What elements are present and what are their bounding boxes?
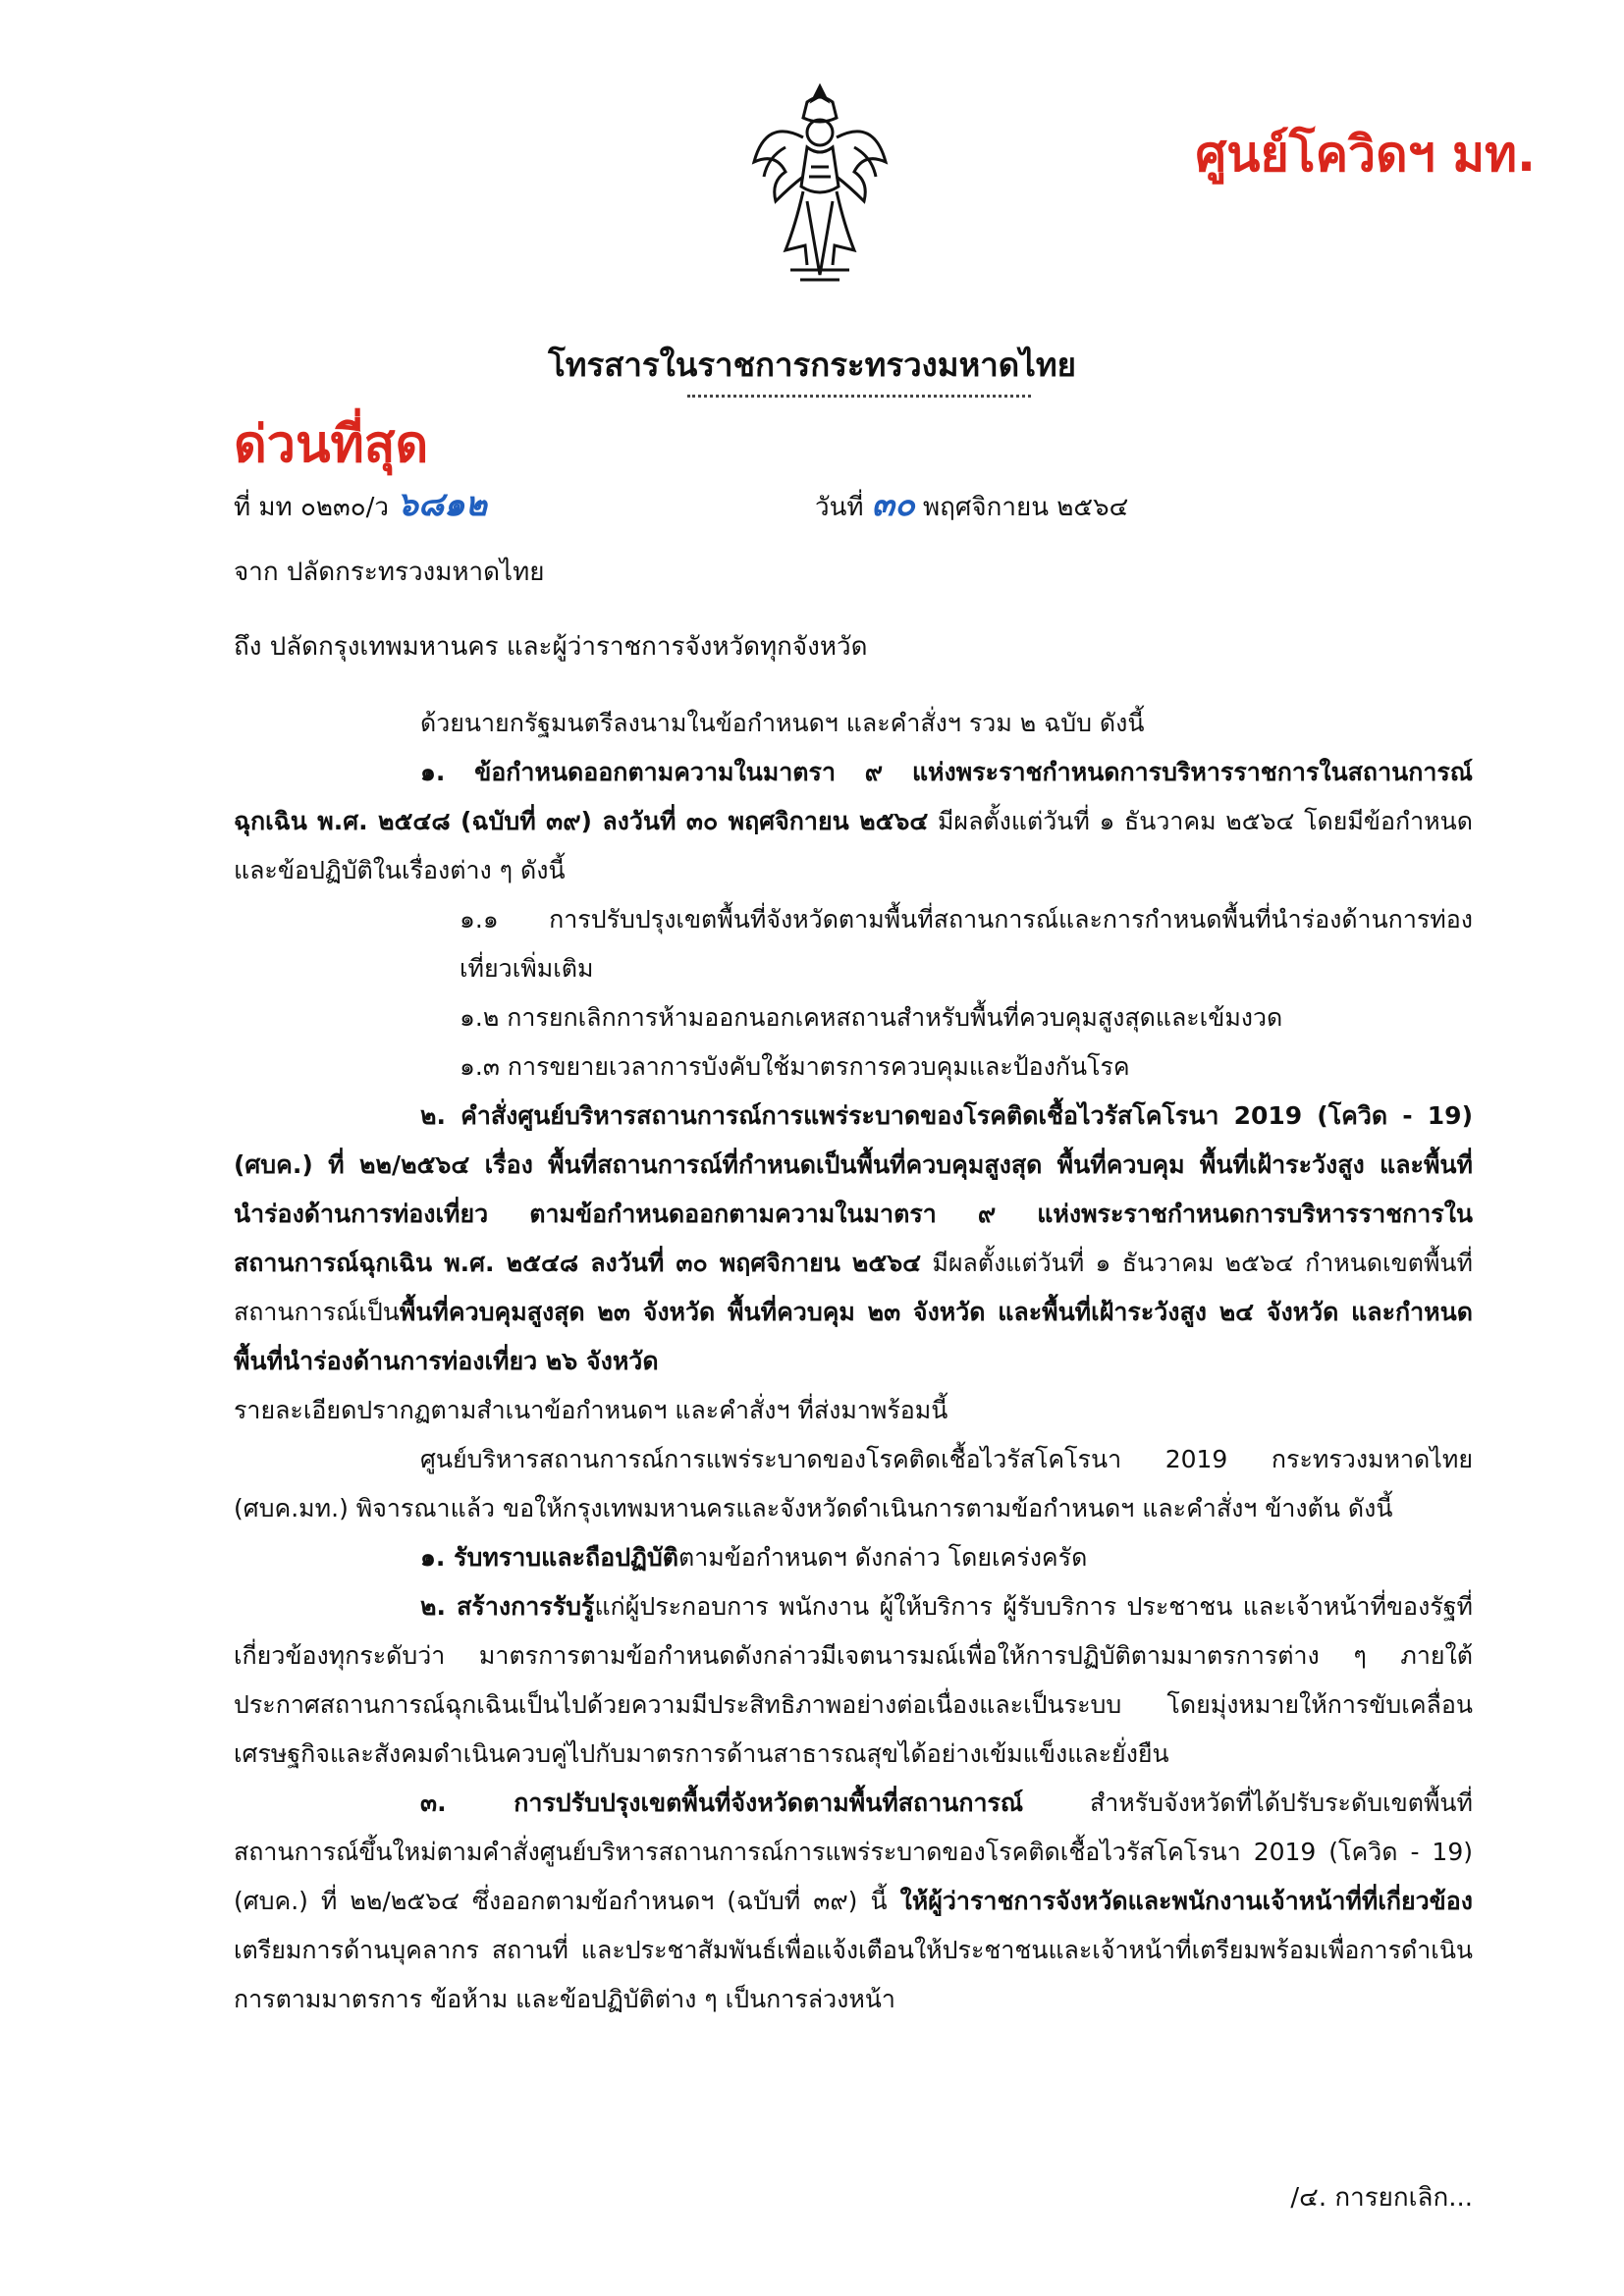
item-2-heading: ๒. คำสั่งศูนย์บริหารสถานการณ์การแพร่ระบาดของโรคติดเชื้อไวรัสโคโรนา 2019 (โควิด - 19) (ศบค.) ที่ ๒๒/๒๕๖๔ เรื่อง พื้นที่สถานการณ์ที่กำหนดเป็นพื้นที่ควบคุมสูงสุด พื้นที่ควบคุม พื้นที่เฝ้าระวังสูง และพื้นที่นำร่องด้านการท่องเที่ยว ตามข้อกำหนดออกตามความในมาตรา ๙ แห่งพระราชกำหนดการบริหารราชการในสถานการณ์ฉุกเฉิน พ.ศ. ๒๕๔๘ ลงวันที่ ๓๐ พฤศจิกายน ๒๕๖๔ [234,1101,1473,1277]
item-1-heading: ๑. ข้อกำหนดออกตามความในมาตรา ๙ แห่งพระราชกำหนดการบริหารราชการในสถานการณ์ฉุกเฉิน พ.ศ. ๒๕๔๘ (ฉบับที่ ๓๙) ลงวันที่ ๓๐ พฤศจิกายน ๒๕๖๔ [234,758,1473,835]
action-2-text: แก่ผู้ประกอบการ พนักงาน ผู้ให้บริการ ผู้รับบริการ ประชาชน และเจ้าหน้าที่ของรัฐที่เกี่ยวข้องทุกระดับว่า มาตรการตามข้อกำหนดดังกล่าวมีเจตนารมณ์เพื่อให้การปฏิบัติตามมาตรการต่าง ๆ ภายใต้ประกาศสถานการณ์ฉุกเฉินเป็นไปด้วยความมีประสิทธิภาพอย่างต่อเนื่องและเป็นระบบ โดยมุ่งหมายให้การขับเคลื่อนเศรษฐกิจและสังคมดำเนินควบคู่ไปกับมาตรการด้านสาธารณสุขได้อย่างเข้มแข็งและยั่งยืน [234,1592,1473,1768]
date-day: ๓๐ [871,485,915,524]
item-2-areas: พื้นที่ควบคุมสูงสุด ๒๓ จังหวัด พื้นที่ควบคุม ๒๓ จังหวัด และพื้นที่เฝ้าระวังสูง ๒๔ จังหวัด และกำหนดพื้นที่นำร่องด้านการท่องเที่ยว ๒๖ จังหวัด [234,1298,1473,1375]
item-2-paragraph [234,1092,1473,1386]
action-1-paragraph [234,1533,1473,1582]
details-paragraph: รายละเอียดปรากฏตามสำเนาข้อกำหนดฯ และคำสั่งฯ ที่ส่งมาพร้อมนี้ [234,1396,948,1424]
reference-number: ๖๘๑๒ [397,485,488,524]
garuda-emblem [746,79,893,290]
date-line [815,477,1128,530]
center-paragraph: ศูนย์บริหารสถานการณ์การแพร่ระบาดของโรคติดเชื้อไวรัสโคโรนา 2019 กระทรวงมหาดไทย (ศบค.มท.) พิจารณาแล้ว ขอให้กรุงเทพมหานครและจังหวัดดำเนินการตามข้อกำหนดฯ และคำสั่งฯ ข้างต้น ดังนี้ [234,1445,1473,1522]
action-3-text-end: เตรียมการด้านบุคลากร สถานที่ และประชาสัมพันธ์เพื่อแจ้งเตือนให้ประชาชนและเจ้าหน้าที่เตรียมพร้อมเพื่อการดำเนินการตามมาตรการ ข้อห้าม และข้อปฏิบัติต่าง ๆ เป็นการล่วงหน้า [234,1936,1473,2013]
from-line: จาก ปลัดกระทรวงมหาดไทย [234,558,545,587]
action-3-heading: ๓. การปรับปรุงเขตพื้นที่จังหวัดตามพื้นที่สถานการณ์ [420,1789,1024,1817]
action-3-paragraph [234,1779,1473,2024]
intro-paragraph: ด้วยนายกรัฐมนตรีลงนามในข้อกำหนดฯ และคำสั่งฯ รวม ๒ ฉบับ ดังนี้ [420,709,1145,737]
sub-item-1-2: ๑.๒ การยกเลิกการห้ามออกนอกเคหสถานสำหรับพื้นที่ควบคุมสูงสุดและเข้มงวด [460,1003,1283,1032]
action-2-paragraph [234,1582,1473,1779]
title-dotted-line [687,395,1031,398]
action-3-text: สำหรับจังหวัดที่ได้ปรับระดับเขตพื้นที่สถานการณ์ขึ้นใหม่ตามคำสั่งศูนย์บริหารสถานการณ์การแพร่ระบาดของโรคติดเชื้อไวรัสโคโรนา 2019 (โควิด - 19) (ศบค.) ที่ ๒๒/๒๕๖๔ ซึ่งออกตามข้อกำหนดฯ (ฉบับที่ ๓๙) นี้ [234,1789,1473,1915]
action-2-heading: ๒. สร้างการรับรู้ [420,1592,595,1621]
sub-item-1-3: ๑.๓ การขยายเวลาการบังคับใช้มาตรการควบคุมและป้องกันโรค [460,1052,1130,1081]
reference-line [234,477,487,530]
document-title: โทรสารในราชการกระทรวงมหาดไทย [548,346,1076,384]
sub-item-1-1: ๑.๑ การปรับปรุงเขตพื้นที่จังหวัดตามพื้นที่สถานการณ์และการกำหนดพื้นที่นำร่องด้านการท่องเที่ยวเพิ่มเติม [460,905,1473,983]
to-line: ถึง ปลัดกรุงเทพมหานคร และผู้ว่าราชการจังหวัดทุกจังหวัด [234,632,868,662]
date-prefix: วันที่ [815,493,864,522]
reference-prefix: ที่ มท ๐๒๓๐/ว [234,493,389,522]
action-3-responsible: ให้ผู้ว่าราชการจังหวัดและพนักงานเจ้าหน้าที่ที่เกี่ยวข้อง [899,1887,1473,1915]
item-1-paragraph [234,748,1473,895]
action-1-heading: ๑. รับทราบและถือปฏิบัติ [420,1543,678,1572]
urgency-stamp: ด่วนที่สุด [234,415,429,474]
continued-marker: /๔. การยกเลิก... [1290,2183,1473,2213]
item-2-text: มีผลตั้งแต่วันที่ ๑ ธันวาคม ๒๕๖๔ กำหนดเขตพื้นที่สถานการณ์เป็น [234,1249,1473,1326]
center-unit-stamp: ศูนย์โควิดฯ มท. [1195,126,1536,183]
item-1-text: มีผลตั้งแต่วันที่ ๑ ธันวาคม ๒๕๖๔ โดยมีข้อกำหนดและข้อปฏิบัติในเรื่องต่าง ๆ ดังนี้ [234,807,1473,884]
date-month-year: พฤศจิกายน ๒๕๖๔ [923,493,1129,522]
letter-body [234,699,1473,2024]
action-1-text: ตามข้อกำหนดฯ ดังกล่าว โดยเคร่งครัด [677,1543,1088,1572]
